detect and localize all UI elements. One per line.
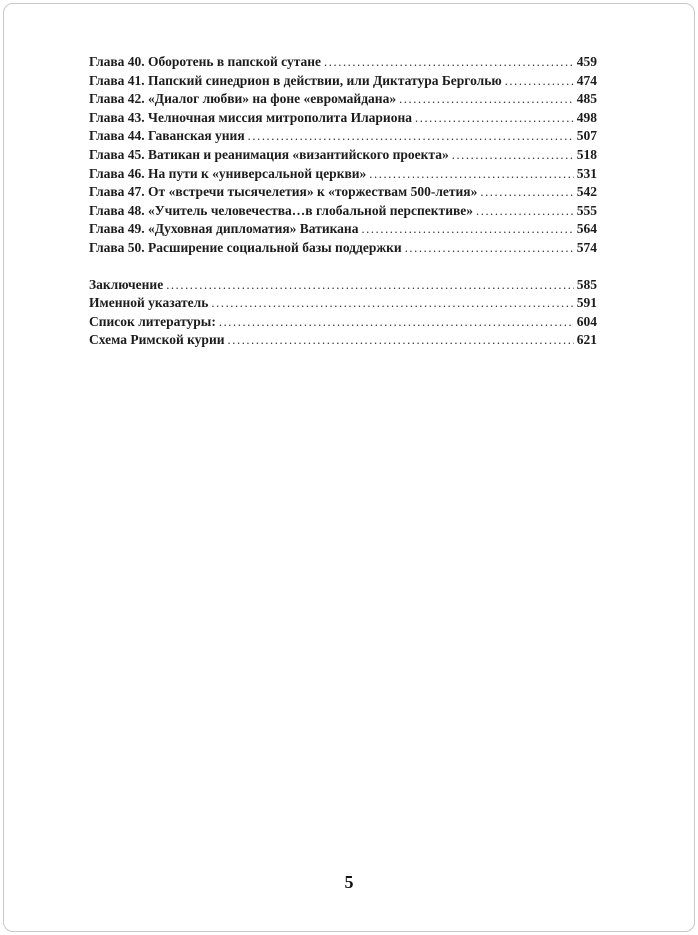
toc-entry bbox=[89, 90, 597, 109]
dot-leader bbox=[405, 239, 574, 258]
toc-entry-label: Схема Римской курии bbox=[89, 332, 225, 348]
toc-entry-page: 518 bbox=[576, 146, 597, 162]
toc-entry bbox=[89, 109, 597, 128]
dot-leader bbox=[324, 53, 574, 72]
toc-entry-page: 474 bbox=[576, 72, 597, 88]
toc-entry bbox=[89, 165, 597, 184]
toc-entry-page: 604 bbox=[576, 313, 597, 329]
toc-entry bbox=[89, 53, 597, 72]
toc-entry bbox=[89, 127, 597, 146]
toc-entry bbox=[89, 183, 597, 202]
toc-entry-page: 531 bbox=[576, 165, 597, 181]
toc-entry bbox=[89, 331, 597, 350]
toc-entry bbox=[89, 220, 597, 239]
toc-entry-page: 498 bbox=[576, 109, 597, 125]
dot-leader bbox=[219, 313, 574, 332]
dot-leader bbox=[505, 72, 574, 91]
dot-leader bbox=[476, 202, 574, 221]
dot-leader bbox=[369, 165, 573, 184]
dot-leader bbox=[415, 109, 574, 128]
toc-entry bbox=[89, 72, 597, 91]
toc-entry-label: Глава 40. Оборотень в папской сутане bbox=[89, 54, 322, 69]
toc-entry-page: 621 bbox=[576, 332, 597, 348]
table-of-contents bbox=[89, 53, 597, 350]
dot-leader bbox=[248, 127, 574, 146]
section-gap bbox=[89, 258, 597, 276]
toc-entry-label: Глава 45. Ватикан и реанимация «византийского проекта» bbox=[89, 146, 449, 162]
dot-leader bbox=[399, 90, 574, 109]
toc-entry bbox=[89, 294, 597, 313]
toc-entry-page: 485 bbox=[576, 91, 597, 107]
toc-entry-label: Глава 48. «Учитель человечества…в глобальной перспективе» bbox=[89, 202, 473, 218]
dot-leader bbox=[361, 220, 573, 239]
dot-leader bbox=[228, 331, 574, 350]
toc-entry-page: 591 bbox=[576, 295, 597, 311]
toc-entry-page: 574 bbox=[576, 239, 597, 255]
toc-entry-label: Глава 41. Папский синедрион в действии, или Диктатура Берголью bbox=[89, 72, 502, 88]
dot-leader bbox=[166, 276, 574, 295]
toc-entry-page: 507 bbox=[576, 128, 597, 144]
toc-entry-label: Глава 44. Гаванская уния bbox=[89, 128, 245, 144]
toc-entry-page: 564 bbox=[576, 221, 597, 237]
toc-entry-label: Глава 50. Расширение социальной базы поддержки bbox=[89, 239, 402, 255]
toc-entry bbox=[89, 276, 597, 295]
toc-entry-label: Заключение bbox=[89, 276, 164, 292]
toc-entry-label: Именной указатель bbox=[89, 295, 209, 311]
toc-entry-page: 542 bbox=[576, 184, 597, 200]
toc-entry-page: 459 bbox=[576, 54, 597, 69]
toc-entry-label: Глава 43. Челночная миссия митрополита Илариона bbox=[89, 109, 412, 125]
dot-leader bbox=[452, 146, 574, 165]
toc-entry-label: Список литературы: bbox=[89, 313, 216, 329]
dot-leader bbox=[211, 294, 573, 313]
toc-entry bbox=[89, 313, 597, 332]
toc-entry-page: 555 bbox=[576, 202, 597, 218]
toc-entry bbox=[89, 202, 597, 221]
toc-entry bbox=[89, 146, 597, 165]
toc-entry-page: 585 bbox=[576, 276, 597, 292]
toc-entry-label: Глава 49. «Духовная дипломатия» Ватикана bbox=[89, 221, 359, 237]
page-number: 5 bbox=[344, 872, 354, 892]
document-page bbox=[3, 3, 695, 932]
toc-entry-label: Глава 46. На пути к «универсальной церкви» bbox=[89, 165, 367, 181]
toc-entry-label: Глава 42. «Диалог любви» на фоне «евромайдана» bbox=[89, 91, 397, 107]
toc-entry bbox=[89, 239, 597, 258]
toc-entry-label: Глава 47. От «встречи тысячелетия» к «торжествам 500-летия» bbox=[89, 184, 478, 200]
dot-leader bbox=[480, 183, 573, 202]
